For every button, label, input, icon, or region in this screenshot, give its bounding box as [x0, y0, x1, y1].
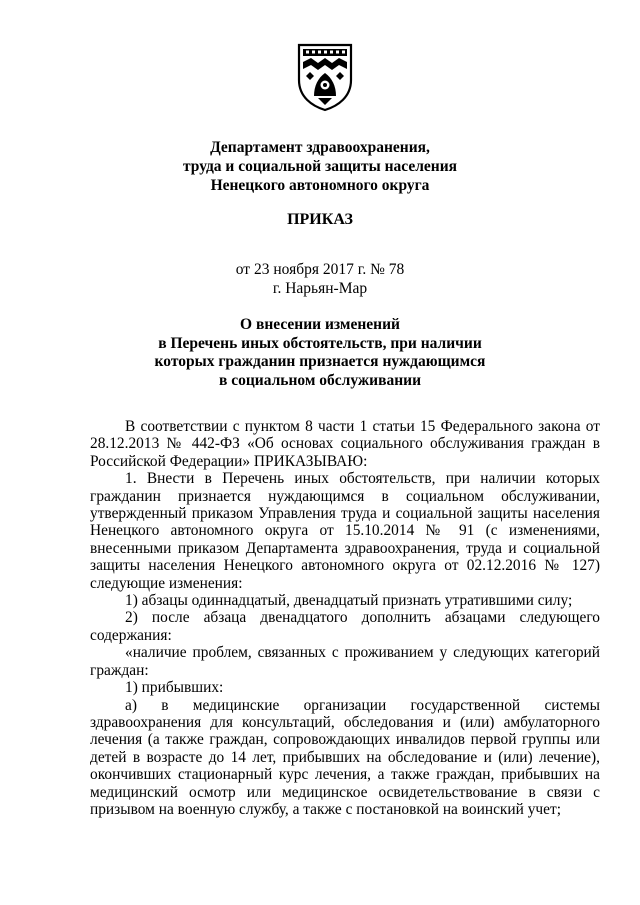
order-title: ПРИКАЗ	[287, 211, 353, 228]
body-paragraph: 1. Внести в Перечень иных обстоятельств, при наличии которых гражданин признается нуждающимся в социальном обслуживании, утвержденный приказом Управления труда и социальной защиты населения Ненецкого автономного округа от 15.10.2014 № 91 (с изменениями, внесенными приказом Департамента здравоохранения, труда и социальной защиты населения Ненецкого автономного округа от 02.12.2016 № 127) следующие изменения:	[90, 470, 600, 592]
body-paragraph: «наличие проблем, связанных с проживанием у следующих категорий граждан:	[90, 644, 600, 679]
department-line: Ненецкого автономного округа	[210, 177, 430, 194]
subject-line: О внесении изменений	[240, 316, 400, 333]
nenets-coat-of-arms-icon	[296, 42, 354, 112]
order-date: от 23 ноября 2017 г. № 78	[235, 261, 405, 278]
body-paragraph: а) в медицинские организации государственной системы здравоохранения для консультаций, обследования и (или) амбулаторного лечения (а также граждан, сопровождающих инвалидов первой группы или детей в возрасте до 14 лет, прибывших на обследование и (или) лечение), окончивших стационарный курс лечения, а также граждан, прибывших на медицинский осмотр или медицинское освидетельствование в связи с призывом на военную службу, а также с постановкой на воинский учет;	[90, 696, 600, 818]
subject-line: в социальном обслуживании	[218, 371, 422, 389]
document-body	[90, 418, 600, 818]
subject-line: которых гражданин признается нуждающимся	[154, 353, 486, 370]
department-name	[0, 138, 640, 195]
body-paragraph: В соответствии с пунктом 8 части 1 статьи 15 Федерального закона от 28.12.2013 № 442-ФЗ «Об основах социального обслуживания граждан в Российской Федерации» ПРИКАЗЫВАЮ:	[90, 418, 600, 470]
department-line: труда и социальной защиты населения	[182, 158, 458, 175]
coat-of-arms	[296, 42, 354, 112]
body-paragraph: 2) после абзаца двенадцатого дополнить абзацами следующего содержания:	[90, 609, 600, 644]
subject-line: в Перечень иных обстоятельств, при наличии	[158, 334, 482, 352]
body-paragraph: 1) прибывших:	[125, 679, 224, 697]
body-paragraph: 1) абзацы одиннадцатый, двенадцатый признать утратившими силу;	[125, 592, 573, 610]
department-line: Департамент здравоохранения,	[210, 139, 430, 156]
order-subject	[0, 316, 640, 390]
order-place: г. Нарьян-Мар	[272, 280, 368, 297]
order-date-place	[0, 260, 640, 298]
